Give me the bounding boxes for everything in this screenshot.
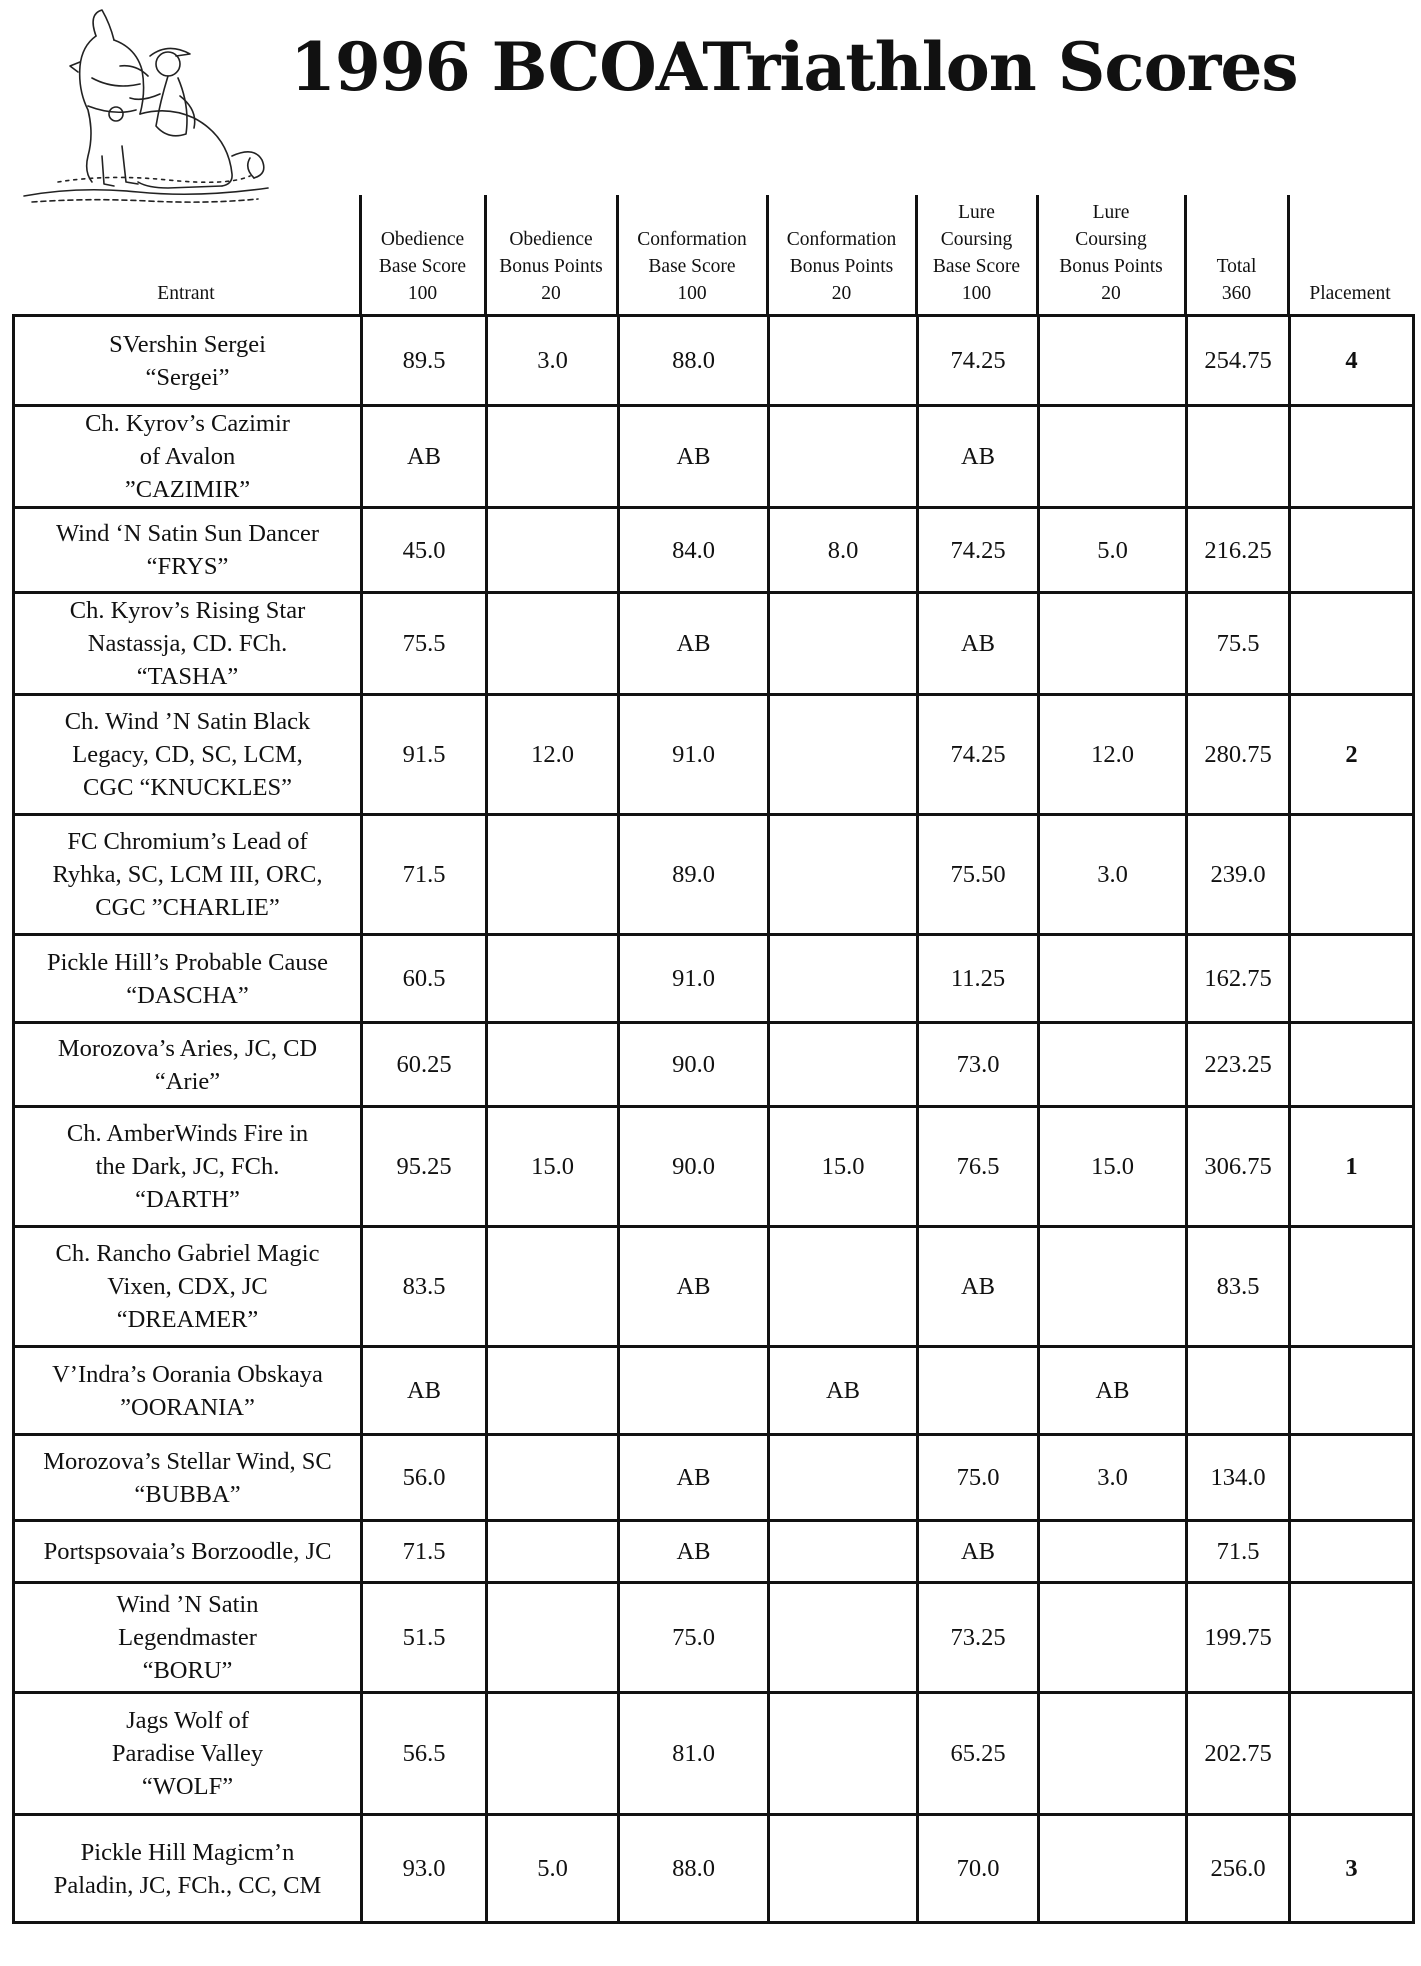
score-cell-obedience-bonus-points: 12.0 xyxy=(487,695,619,815)
entrant-cell xyxy=(14,935,362,1023)
score-cell-lure-coursing-bonus-points: AB xyxy=(1039,1347,1187,1435)
score-cell-lure-coursing-base-score: 74.25 xyxy=(918,508,1039,593)
score-cell-obedience-base-score: AB xyxy=(362,1347,487,1435)
score-cell-lure-coursing-bonus-points xyxy=(1039,316,1187,406)
column-header-line: Total xyxy=(1216,256,1257,277)
header-column-divider xyxy=(359,195,362,315)
table-row xyxy=(14,1583,1414,1693)
score-cell-conformation-base-score: AB xyxy=(619,1521,769,1583)
table-row xyxy=(14,1347,1414,1435)
score-cell-obedience-bonus-points xyxy=(487,593,619,695)
column-header-line: Obedience xyxy=(380,229,465,250)
entrant-cell xyxy=(14,508,362,593)
entrant-name-line: ”CAZIMIR” xyxy=(124,476,251,503)
column-header-entrant xyxy=(12,280,360,307)
score-cell-obedience-base-score: 71.5 xyxy=(362,815,487,935)
column-header-line: Coursing xyxy=(1075,229,1147,250)
entrant-name-line: “BUBBA” xyxy=(134,1480,241,1508)
score-cell-total: 202.75 xyxy=(1187,1693,1290,1815)
entrant-cell xyxy=(14,1693,362,1815)
entrant-name-line: Legacy, CD, SC, LCM, xyxy=(72,741,303,768)
score-cell-obedience-bonus-points xyxy=(487,508,619,593)
table-row xyxy=(14,1107,1414,1227)
score-table-header xyxy=(0,195,1421,313)
table-row xyxy=(14,406,1414,508)
placement-cell xyxy=(1290,1347,1414,1435)
score-cell-total: 75.5 xyxy=(1187,593,1290,695)
entrant-name-line: Legendmaster xyxy=(118,1624,257,1651)
column-header-line: Entrant xyxy=(157,283,215,304)
entrant-name-line: “DARTH” xyxy=(135,1186,240,1213)
entrant-cell xyxy=(14,1435,362,1521)
column-header-total xyxy=(1185,253,1288,307)
score-cell-lure-coursing-base-score: 74.25 xyxy=(918,316,1039,406)
score-cell-obedience-bonus-points xyxy=(487,1023,619,1107)
header-column-divider xyxy=(484,195,487,315)
score-cell-lure-coursing-bonus-points xyxy=(1039,1227,1187,1347)
score-cell-lure-coursing-bonus-points: 3.0 xyxy=(1039,1435,1187,1521)
score-cell-lure-coursing-base-score: AB xyxy=(918,1521,1039,1583)
score-cell-total xyxy=(1187,1347,1290,1435)
column-header-line: Bonus Points xyxy=(499,256,603,277)
column-header-lure-coursing-bonus-points xyxy=(1037,199,1185,307)
entrant-cell xyxy=(14,406,362,508)
entrant-cell xyxy=(14,1583,362,1693)
entrant-name-line: Portspsovaia’s Borzoodle, JC xyxy=(43,1538,332,1565)
table-row xyxy=(14,1227,1414,1347)
entrant-name-line: FC Chromium’s Lead of xyxy=(67,828,308,855)
score-cell-conformation-bonus-points: 15.0 xyxy=(769,1107,918,1227)
entrant-name-line: Pickle Hill’s Probable Cause xyxy=(46,948,329,976)
column-header-line: Bonus Points xyxy=(1059,256,1163,277)
score-cell-conformation-base-score: 81.0 xyxy=(619,1693,769,1815)
score-cell-total: 83.5 xyxy=(1187,1227,1290,1347)
score-cell-conformation-bonus-points xyxy=(769,1693,918,1815)
score-cell-conformation-base-score: AB xyxy=(619,1227,769,1347)
table-row xyxy=(14,1023,1414,1107)
score-cell-conformation-bonus-points: AB xyxy=(769,1347,918,1435)
score-cell-conformation-bonus-points xyxy=(769,316,918,406)
score-cell-conformation-base-score: 75.0 xyxy=(619,1583,769,1693)
score-cell-lure-coursing-bonus-points xyxy=(1039,406,1187,508)
score-cell-conformation-bonus-points xyxy=(769,593,918,695)
score-cell-conformation-base-score: 90.0 xyxy=(619,1023,769,1107)
score-cell-total: 216.25 xyxy=(1187,508,1290,593)
score-cell-lure-coursing-bonus-points: 12.0 xyxy=(1039,695,1187,815)
column-header-placement xyxy=(1288,280,1412,307)
score-cell-obedience-base-score: 71.5 xyxy=(362,1521,487,1583)
score-cell-lure-coursing-base-score: 74.25 xyxy=(918,695,1039,815)
score-cell-conformation-base-score: AB xyxy=(619,1435,769,1521)
entrant-cell xyxy=(14,695,362,815)
score-cell-total: 134.0 xyxy=(1187,1435,1290,1521)
entrant-name-line: ”OORANIA” xyxy=(120,1393,255,1421)
column-header-line: 20 xyxy=(541,283,561,304)
placement-cell: 3 xyxy=(1290,1815,1414,1923)
column-header-conformation-bonus-points xyxy=(767,226,916,307)
score-cell-lure-coursing-bonus-points xyxy=(1039,1521,1187,1583)
entrant-name-line: Morozova’s Stellar Wind, SC xyxy=(43,1447,332,1475)
score-cell-obedience-bonus-points xyxy=(487,406,619,508)
placement-cell xyxy=(1290,1583,1414,1693)
score-cell-lure-coursing-bonus-points xyxy=(1039,935,1187,1023)
entrant-name-line: “Arie” xyxy=(154,1067,221,1095)
entrant-name-line: CGC “KNUCKLES” xyxy=(83,774,292,801)
score-cell-conformation-bonus-points xyxy=(769,406,918,508)
score-cell-obedience-bonus-points: 15.0 xyxy=(487,1107,619,1227)
column-header-line: Base Score xyxy=(932,256,1021,277)
column-header-line: Lure xyxy=(1092,202,1130,223)
score-cell-total: 239.0 xyxy=(1187,815,1290,935)
placement-cell xyxy=(1290,406,1414,508)
entrant-cell xyxy=(14,1815,362,1923)
column-header-line: Bonus Points xyxy=(789,256,894,277)
score-cell-lure-coursing-base-score: 65.25 xyxy=(918,1693,1039,1815)
score-cell-obedience-base-score: 75.5 xyxy=(362,593,487,695)
header-column-divider xyxy=(1287,195,1290,315)
column-header-obedience-bonus-points xyxy=(485,226,617,307)
entrant-name-line: “Sergei” xyxy=(145,363,230,391)
score-cell-lure-coursing-base-score: 76.5 xyxy=(918,1107,1039,1227)
table-row xyxy=(14,316,1414,406)
score-cell-lure-coursing-bonus-points xyxy=(1039,1815,1187,1923)
page-title: 1996 BCOATriathlon Scores xyxy=(290,28,1298,106)
score-cell-lure-coursing-base-score: 75.50 xyxy=(918,815,1039,935)
table-row xyxy=(14,508,1414,593)
column-header-conformation-base-score xyxy=(617,226,767,307)
table-row xyxy=(14,1815,1414,1923)
score-cell-conformation-base-score: 88.0 xyxy=(619,316,769,406)
score-cell-obedience-bonus-points: 5.0 xyxy=(487,1815,619,1923)
table-row xyxy=(14,1521,1414,1583)
score-cell-lure-coursing-base-score: 73.25 xyxy=(918,1583,1039,1693)
score-cell-conformation-base-score: AB xyxy=(619,406,769,508)
entrant-name-line: Paladin, JC, FCh., CC, CM xyxy=(53,1871,322,1899)
entrant-name-line: Ch. Wind ’N Satin Black xyxy=(64,708,311,735)
score-cell-total: 280.75 xyxy=(1187,695,1290,815)
placement-cell xyxy=(1290,935,1414,1023)
score-cell-obedience-bonus-points xyxy=(487,1227,619,1347)
entrant-name-line: “WOLF” xyxy=(141,1773,234,1800)
column-header-line: Obedience xyxy=(509,229,593,250)
header-column-divider xyxy=(1036,195,1039,315)
score-cell-obedience-bonus-points xyxy=(487,935,619,1023)
score-cell-conformation-bonus-points xyxy=(769,1023,918,1107)
score-cell-conformation-bonus-points xyxy=(769,1227,918,1347)
score-cell-obedience-bonus-points xyxy=(487,1347,619,1435)
score-cell-conformation-base-score: 84.0 xyxy=(619,508,769,593)
entrant-name-line: “DREAMER” xyxy=(116,1306,259,1333)
column-header-line: Base Score xyxy=(648,256,736,277)
entrant-name-line: Ch. Rancho Gabriel Magic xyxy=(55,1240,320,1267)
score-cell-lure-coursing-base-score: AB xyxy=(918,593,1039,695)
score-cell-obedience-base-score: 93.0 xyxy=(362,1815,487,1923)
column-header-line: 360 xyxy=(1221,283,1252,304)
score-cell-conformation-base-score: 90.0 xyxy=(619,1107,769,1227)
score-cell-lure-coursing-bonus-points: 5.0 xyxy=(1039,508,1187,593)
entrant-name-line: Morozova’s Aries, JC, CD xyxy=(57,1034,318,1062)
table-row xyxy=(14,935,1414,1023)
entrant-name-line: SVershin Sergei xyxy=(109,330,266,358)
score-cell-lure-coursing-bonus-points: 3.0 xyxy=(1039,815,1187,935)
column-header-line: 100 xyxy=(961,283,992,304)
entrant-cell xyxy=(14,815,362,935)
score-cell-obedience-bonus-points xyxy=(487,1583,619,1693)
score-cell-lure-coursing-bonus-points xyxy=(1039,1023,1187,1107)
score-cell-conformation-bonus-points xyxy=(769,1435,918,1521)
score-cell-lure-coursing-base-score xyxy=(918,1347,1039,1435)
placement-cell xyxy=(1290,1521,1414,1583)
placement-cell xyxy=(1290,1023,1414,1107)
entrant-name-line: Nastassja, CD. FCh. xyxy=(87,630,288,657)
entrant-cell xyxy=(14,1107,362,1227)
entrant-name-line: Wind ’N Satin xyxy=(116,1591,259,1618)
score-cell-total: 223.25 xyxy=(1187,1023,1290,1107)
entrant-name-line: CGC ”CHARLIE” xyxy=(95,894,280,921)
score-cell-conformation-bonus-points xyxy=(769,1521,918,1583)
score-cell-conformation-base-score: 91.0 xyxy=(619,695,769,815)
score-cell-conformation-bonus-points xyxy=(769,695,918,815)
entrant-name-line: Ch. Kyrov’s Rising Star xyxy=(69,597,306,624)
entrant-cell xyxy=(14,1023,362,1107)
score-cell-obedience-base-score: AB xyxy=(362,406,487,508)
header-column-divider xyxy=(766,195,769,315)
entrant-cell xyxy=(14,593,362,695)
column-header-line: 20 xyxy=(1101,283,1121,304)
score-cell-obedience-base-score: 56.5 xyxy=(362,1693,487,1815)
score-cell-total: 199.75 xyxy=(1187,1583,1290,1693)
placement-cell xyxy=(1290,508,1414,593)
column-header-line: Conformation xyxy=(637,229,747,250)
table-row xyxy=(14,815,1414,935)
score-cell-obedience-base-score: 45.0 xyxy=(362,508,487,593)
score-cell-conformation-base-score: 88.0 xyxy=(619,1815,769,1923)
entrant-cell xyxy=(14,1521,362,1583)
score-cell-obedience-base-score: 60.25 xyxy=(362,1023,487,1107)
score-cell-lure-coursing-bonus-points xyxy=(1039,593,1187,695)
score-cell-lure-coursing-base-score: 11.25 xyxy=(918,935,1039,1023)
header-column-divider xyxy=(915,195,918,315)
score-cell-conformation-base-score xyxy=(619,1347,769,1435)
entrant-name-line: V’Indra’s Oorania Obskaya xyxy=(52,1360,323,1388)
score-cell-lure-coursing-bonus-points: 15.0 xyxy=(1039,1107,1187,1227)
score-cell-obedience-base-score: 51.5 xyxy=(362,1583,487,1693)
table-row xyxy=(14,695,1414,815)
column-header-lure-coursing-base-score xyxy=(916,199,1037,307)
entrant-name-line: of Avalon xyxy=(139,443,236,470)
entrant-cell xyxy=(14,1347,362,1435)
borzoi-dog-logo-icon xyxy=(18,6,273,206)
header-column-divider xyxy=(1184,195,1187,315)
score-cell-conformation-base-score: AB xyxy=(619,593,769,695)
score-cell-conformation-bonus-points xyxy=(769,1583,918,1693)
placement-cell: 1 xyxy=(1290,1107,1414,1227)
score-cell-conformation-base-score: 89.0 xyxy=(619,815,769,935)
score-table xyxy=(12,314,1415,1924)
score-cell-obedience-bonus-points: 3.0 xyxy=(487,316,619,406)
score-cell-total: 254.75 xyxy=(1187,316,1290,406)
entrant-name-line: Paradise Valley xyxy=(111,1740,264,1767)
placement-cell xyxy=(1290,815,1414,935)
score-cell-obedience-base-score: 89.5 xyxy=(362,316,487,406)
score-cell-obedience-base-score: 60.5 xyxy=(362,935,487,1023)
score-cell-lure-coursing-base-score: AB xyxy=(918,1227,1039,1347)
placement-cell xyxy=(1290,1435,1414,1521)
score-cell-obedience-base-score: 83.5 xyxy=(362,1227,487,1347)
column-header-line: Lure xyxy=(958,202,995,223)
score-cell-conformation-bonus-points xyxy=(769,935,918,1023)
placement-cell xyxy=(1290,593,1414,695)
table-row xyxy=(14,593,1414,695)
placement-cell: 4 xyxy=(1290,316,1414,406)
entrant-name-line: Ch. Kyrov’s Cazimir xyxy=(85,410,290,437)
placement-cell xyxy=(1290,1227,1414,1347)
column-header-line: Placement xyxy=(1309,283,1391,304)
score-cell-obedience-base-score: 91.5 xyxy=(362,695,487,815)
score-cell-lure-coursing-bonus-points xyxy=(1039,1583,1187,1693)
column-header-line: Conformation xyxy=(786,229,897,250)
placement-cell: 2 xyxy=(1290,695,1414,815)
entrant-name-line: “BORU” xyxy=(142,1657,233,1684)
score-cell-lure-coursing-base-score: 73.0 xyxy=(918,1023,1039,1107)
entrant-cell xyxy=(14,316,362,406)
score-cell-lure-coursing-base-score: AB xyxy=(918,406,1039,508)
table-row xyxy=(14,1693,1414,1815)
score-cell-total: 71.5 xyxy=(1187,1521,1290,1583)
entrant-name-line: Wind ‘N Satin Sun Dancer xyxy=(55,520,320,547)
score-cell-lure-coursing-base-score: 75.0 xyxy=(918,1435,1039,1521)
score-cell-obedience-bonus-points xyxy=(487,1521,619,1583)
entrant-name-line: Vixen, CDX, JC xyxy=(107,1273,268,1300)
score-cell-obedience-bonus-points xyxy=(487,1693,619,1815)
entrant-name-line: the Dark, JC, FCh. xyxy=(95,1153,280,1180)
column-header-line: 20 xyxy=(831,283,852,304)
entrant-name-line: “TASHA” xyxy=(136,663,239,690)
entrant-name-line: Ryhka, SC, LCM III, ORC, xyxy=(52,861,323,888)
score-cell-total: 306.75 xyxy=(1187,1107,1290,1227)
score-cell-lure-coursing-base-score: 70.0 xyxy=(918,1815,1039,1923)
score-cell-total xyxy=(1187,406,1290,508)
score-cell-lure-coursing-bonus-points xyxy=(1039,1693,1187,1815)
entrant-name-line: Ch. AmberWinds Fire in xyxy=(66,1120,309,1147)
column-header-line: 100 xyxy=(677,283,707,304)
entrant-cell xyxy=(14,1227,362,1347)
score-cell-obedience-bonus-points xyxy=(487,1435,619,1521)
table-row xyxy=(14,1435,1414,1521)
score-cell-total: 162.75 xyxy=(1187,935,1290,1023)
score-cell-total: 256.0 xyxy=(1187,1815,1290,1923)
entrant-name-line: “DASCHA” xyxy=(126,981,249,1009)
score-cell-conformation-bonus-points xyxy=(769,815,918,935)
score-cell-obedience-base-score: 95.25 xyxy=(362,1107,487,1227)
header-column-divider xyxy=(616,195,619,315)
column-header-obedience-base-score xyxy=(360,226,485,307)
entrant-name-line: “FRYS” xyxy=(146,553,229,580)
score-cell-conformation-bonus-points xyxy=(769,1815,918,1923)
column-header-line: Coursing xyxy=(940,229,1013,250)
score-cell-obedience-bonus-points xyxy=(487,815,619,935)
score-cell-obedience-base-score: 56.0 xyxy=(362,1435,487,1521)
score-cell-conformation-base-score: 91.0 xyxy=(619,935,769,1023)
column-header-line: Base Score xyxy=(378,256,467,277)
column-header-line: 100 xyxy=(407,283,438,304)
placement-cell xyxy=(1290,1693,1414,1815)
entrant-name-line: Pickle Hill Magicm’n xyxy=(80,1838,295,1866)
score-cell-conformation-bonus-points: 8.0 xyxy=(769,508,918,593)
entrant-name-line: Jags Wolf of xyxy=(126,1707,249,1734)
